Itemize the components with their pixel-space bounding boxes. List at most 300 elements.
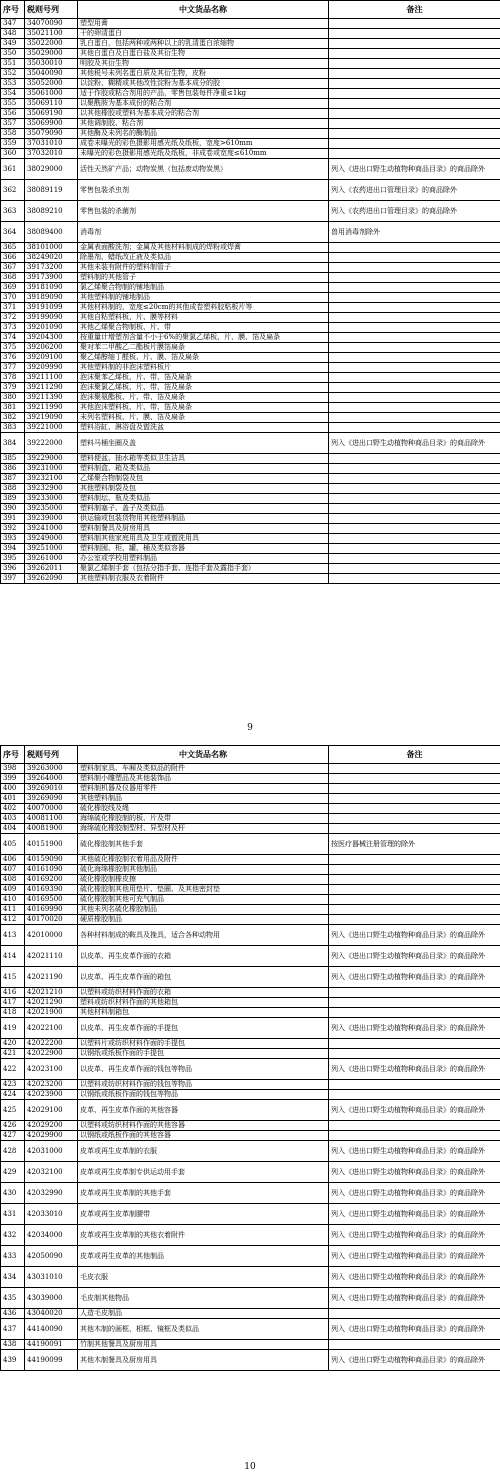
table-row — [1, 814, 500, 824]
table-row — [1, 222, 500, 243]
row-code: 34070090 — [25, 19, 78, 29]
header-seq: 序号 — [1, 746, 25, 764]
row-note — [329, 865, 500, 875]
row-code: 42021290 — [25, 998, 78, 1008]
row-note — [329, 494, 500, 504]
table-header — [1, 1, 500, 19]
row-code: 42029900 — [25, 1131, 78, 1141]
row-note — [329, 1131, 500, 1141]
table-row — [1, 946, 500, 967]
row-note — [329, 403, 500, 413]
row-seq: 367 — [1, 263, 25, 273]
table-row — [1, 1350, 500, 1371]
table-row — [1, 323, 500, 333]
table-row — [1, 1141, 500, 1162]
table-row — [1, 885, 500, 895]
row-note — [329, 764, 500, 774]
row-seq: 435 — [1, 1288, 25, 1309]
row-code: 39232900 — [25, 484, 78, 494]
row-name: 其他税号未列名蛋白质及其衍生物，皮粉 — [78, 69, 329, 79]
row-seq: 359 — [1, 139, 25, 149]
row-note — [329, 804, 500, 814]
row-name: 硫化橡胶制其他用垫片、垫圈、及其他密封垫 — [78, 885, 329, 895]
row-code: 35029000 — [25, 49, 78, 59]
row-code: 39219090 — [25, 413, 78, 423]
row-note: 列入《农药进出口管理目录》的商品除外 — [329, 180, 500, 201]
row-note — [329, 119, 500, 129]
row-name: 以皮革、再生皮革作面的钱包等物品 — [78, 1059, 329, 1080]
row-note — [329, 313, 500, 323]
row-code: 39199090 — [25, 313, 78, 323]
row-code: 38089119 — [25, 180, 78, 201]
row-name: 其他塑料制的铺地制品 — [78, 293, 329, 303]
row-note — [329, 784, 500, 794]
row-code: 39211990 — [25, 403, 78, 413]
row-name: 其他酶及未列名的酶制品 — [78, 129, 329, 139]
row-code: 35021100 — [25, 29, 78, 39]
row-note: 列入《进出口野生动植物种商品目录》的商品除外 — [329, 1267, 500, 1288]
row-name: 海绵硫化橡胶制的板、片及带 — [78, 814, 329, 824]
row-seq: 421 — [1, 1049, 25, 1059]
table-row — [1, 998, 500, 1008]
row-seq: 439 — [1, 1350, 25, 1371]
row-name: 塑料制塞子、盖子及类似品 — [78, 504, 329, 514]
row-code: 42032100 — [25, 1162, 78, 1183]
row-note: 按医疗器械注册管理的除外 — [329, 834, 500, 855]
row-name: 皮革或再生皮革的其他制品 — [78, 1246, 329, 1267]
row-note: 列入《进出口野生动植物种商品目录》的商品除外 — [329, 159, 500, 180]
row-code: 38089210 — [25, 201, 78, 222]
row-code: 39262090 — [25, 574, 78, 584]
row-name: 海绵硫化橡胶制型材、异型材及杆 — [78, 824, 329, 834]
row-name: 除墨剂、蜡纸改正液及类似品 — [78, 253, 329, 263]
row-note: 列入《进出口野生动植物种商品目录》的商品除外 — [329, 1162, 500, 1183]
row-name: 硫化橡胶线及绳 — [78, 804, 329, 814]
row-seq: 365 — [1, 243, 25, 253]
row-note — [329, 363, 500, 373]
row-code: 42050090 — [25, 1246, 78, 1267]
row-note — [329, 464, 500, 474]
row-note — [329, 49, 500, 59]
row-seq: 390 — [1, 504, 25, 514]
row-code: 42022900 — [25, 1049, 78, 1059]
row-seq: 405 — [1, 834, 25, 855]
row-code: 39181090 — [25, 283, 78, 293]
row-seq: 364 — [1, 222, 25, 243]
row-name: 塑料或纺织材料作面的其他箱包 — [78, 998, 329, 1008]
row-name: 其他材料制箱包 — [78, 1008, 329, 1018]
row-name: 零售包装的杀菌剂 — [78, 201, 329, 222]
row-note — [329, 383, 500, 393]
row-note — [329, 303, 500, 313]
page-9 — [0, 0, 500, 584]
row-note — [329, 423, 500, 433]
row-note — [329, 283, 500, 293]
goods-table-top — [0, 0, 500, 584]
row-seq: 402 — [1, 804, 25, 814]
table-row — [1, 313, 500, 323]
row-seq: 424 — [1, 1090, 25, 1100]
row-name: 消毒剂 — [78, 222, 329, 243]
row-name: 泡沫聚苯乙烯板、片、带、箔及扁条 — [78, 373, 329, 383]
row-name: 塑料制家具、车厢及类似品的附件 — [78, 764, 329, 774]
row-code: 42021210 — [25, 988, 78, 998]
row-note — [329, 149, 500, 159]
row-name: 以淀粉、糊精或其他改性淀粉为基本成分的胶 — [78, 79, 329, 89]
table-row — [1, 1008, 500, 1018]
row-name: 泡沫聚氯乙烯板、片、带、箔及扁条 — [78, 383, 329, 393]
table-row — [1, 1018, 500, 1039]
row-seq: 375 — [1, 343, 25, 353]
row-seq: 436 — [1, 1309, 25, 1319]
row-note — [329, 885, 500, 895]
table-row — [1, 794, 500, 804]
row-note — [329, 79, 500, 89]
table-row — [1, 925, 500, 946]
row-seq: 394 — [1, 544, 25, 554]
row-name: 供运输或包装货物用其他塑料制品 — [78, 514, 329, 524]
table-row — [1, 201, 500, 222]
row-seq: 363 — [1, 201, 25, 222]
row-name: 以塑料片或纺织材料作面的手提包 — [78, 1039, 329, 1049]
row-seq: 415 — [1, 967, 25, 988]
row-name: 塑料制小雕塑品及其他装饰品 — [78, 774, 329, 784]
table-row — [1, 243, 500, 253]
row-code: 39251000 — [25, 544, 78, 554]
row-name: 其他自粘塑料板、片、膜等材料 — [78, 313, 329, 323]
row-seq: 422 — [1, 1059, 25, 1080]
row-code: 40170020 — [25, 915, 78, 925]
table-row — [1, 564, 500, 574]
table-row — [1, 159, 500, 180]
table-row — [1, 534, 500, 544]
row-code: 42023100 — [25, 1059, 78, 1080]
row-code: 40081900 — [25, 824, 78, 834]
row-seq: 417 — [1, 998, 25, 1008]
row-code: 39239000 — [25, 514, 78, 524]
row-name: 其他未列名硫化橡胶制品 — [78, 905, 329, 915]
row-seq: 360 — [1, 149, 25, 159]
table-row — [1, 423, 500, 433]
row-seq: 388 — [1, 484, 25, 494]
row-note — [329, 534, 500, 544]
row-code: 40169500 — [25, 895, 78, 905]
table-row — [1, 1121, 500, 1131]
row-name: 各种材料制成的鞍具及挽具，适合各种动物用 — [78, 925, 329, 946]
row-note — [329, 253, 500, 263]
row-note — [329, 875, 500, 885]
row-code: 40159090 — [25, 855, 78, 865]
row-name: 毛皮衣服 — [78, 1267, 329, 1288]
row-seq: 434 — [1, 1267, 25, 1288]
row-code: 40161090 — [25, 865, 78, 875]
row-note: 列入《进出口野生动植物种商品目录》的商品除外 — [329, 1288, 500, 1309]
table-row — [1, 1225, 500, 1246]
table-row — [1, 413, 500, 423]
table-row — [1, 373, 500, 383]
table-row — [1, 109, 500, 119]
row-seq: 412 — [1, 915, 25, 925]
row-note — [329, 484, 500, 494]
row-name: 适于作胶或粘合剂用的产品，零售包装每件净重≤1kg — [78, 89, 329, 99]
table-row — [1, 69, 500, 79]
row-name: 塑料制盒、箱及类似品 — [78, 464, 329, 474]
row-note — [329, 1008, 500, 1018]
row-code: 39249000 — [25, 534, 78, 544]
table-row — [1, 1319, 500, 1340]
row-note — [329, 343, 500, 353]
table-row — [1, 49, 500, 59]
table-row — [1, 303, 500, 313]
row-note: 列入《农药进出口管理目录》的商品除外 — [329, 201, 500, 222]
row-seq: 416 — [1, 988, 25, 998]
table-row — [1, 1049, 500, 1059]
row-code: 39211100 — [25, 373, 78, 383]
table-row — [1, 865, 500, 875]
row-seq: 376 — [1, 353, 25, 363]
row-name: 硬质橡胶制品 — [78, 915, 329, 925]
table-row — [1, 253, 500, 263]
table-row — [1, 333, 500, 343]
row-name: 塑料制囤、柜、罐、桶及类似容器 — [78, 544, 329, 554]
row-seq: 371 — [1, 303, 25, 313]
row-code: 44140090 — [25, 1319, 78, 1340]
row-seq: 414 — [1, 946, 25, 967]
header-note: 备注 — [329, 1, 500, 19]
row-seq: 356 — [1, 109, 25, 119]
row-name: 其他塑料制袋及包 — [78, 484, 329, 494]
row-seq: 429 — [1, 1162, 25, 1183]
row-seq: 384 — [1, 433, 25, 454]
row-note — [329, 129, 500, 139]
row-note: 兽用消毒剂除外 — [329, 222, 500, 243]
row-note: 列入《进出口野生动植物种商品目录》的商品除外 — [329, 1350, 500, 1371]
row-code: 35040090 — [25, 69, 78, 79]
table-row — [1, 393, 500, 403]
row-seq: 366 — [1, 253, 25, 263]
row-seq: 410 — [1, 895, 25, 905]
table-row — [1, 834, 500, 855]
table-row — [1, 524, 500, 534]
table-row — [1, 293, 500, 303]
row-code: 35069900 — [25, 119, 78, 129]
row-note — [329, 323, 500, 333]
row-seq: 418 — [1, 1008, 25, 1018]
row-code: 35069110 — [25, 99, 78, 109]
row-name: 塑料浴缸、淋浴盘及盥洗盆 — [78, 423, 329, 433]
row-note — [329, 554, 500, 564]
row-code: 40169990 — [25, 905, 78, 915]
row-code: 40151900 — [25, 834, 78, 855]
row-seq: 407 — [1, 865, 25, 875]
row-name: 按重量计增塑剂含量不小于6%的聚氯乙烯板、片、膜、箔及扁条 — [78, 333, 329, 343]
row-note: 列入《进出口野生动植物种商品目录》的商品除外 — [329, 1319, 500, 1340]
row-seq: 377 — [1, 363, 25, 373]
table-body — [1, 764, 500, 1371]
header-code: 税则号列 — [25, 746, 78, 764]
row-name: 塑料马桶坐圈及盖 — [78, 433, 329, 454]
row-code: 39263000 — [25, 764, 78, 774]
row-code: 44190091 — [25, 1340, 78, 1350]
row-seq: 413 — [1, 925, 25, 946]
row-name: 干的卵清蛋白 — [78, 29, 329, 39]
table-row — [1, 514, 500, 524]
row-name: 其他塑料制的非泡沫塑料板片 — [78, 363, 329, 373]
row-seq: 350 — [1, 49, 25, 59]
row-note: 列入《进出口野生动植物种商品目录》的商品除外 — [329, 1018, 500, 1039]
row-name: 皮革或再生皮革制的其他衣着附件 — [78, 1225, 329, 1246]
row-name: 聚氯乙烯制手套（包括分指手套、连指手套及露指手套） — [78, 564, 329, 574]
row-name: 以塑料或纺织材料作面的钱包等物品 — [78, 1080, 329, 1090]
row-seq: 385 — [1, 454, 25, 464]
table-row — [1, 1131, 500, 1141]
row-note: 列入《进出口野生动植物种商品目录》的商品除外 — [329, 1246, 500, 1267]
row-name: 皮革或再生皮革制的衣服 — [78, 1141, 329, 1162]
row-seq: 353 — [1, 79, 25, 89]
row-name: 硫化橡胶制其他手套 — [78, 834, 329, 855]
row-seq: 403 — [1, 814, 25, 824]
table-row — [1, 1183, 500, 1204]
row-code: 39261000 — [25, 554, 78, 564]
table-row — [1, 764, 500, 774]
row-seq: 419 — [1, 1018, 25, 1039]
row-code: 35052000 — [25, 79, 78, 89]
row-code: 39221000 — [25, 423, 78, 433]
row-name: 未列名塑料板、片、膜、箔及扁条 — [78, 413, 329, 423]
row-note: 列入《进出口野生动植物种商品目录》的商品除外 — [329, 433, 500, 454]
row-name: 未曝光的彩色摄影用感光纸及纸板，非成卷或宽度≤610mm — [78, 149, 329, 159]
row-name: 乙烯聚合物制袋及包 — [78, 474, 329, 484]
row-code: 39235000 — [25, 504, 78, 514]
row-code: 39189090 — [25, 293, 78, 303]
row-code: 39211290 — [25, 383, 78, 393]
row-note — [329, 59, 500, 69]
header-name: 中文货品名称 — [78, 746, 329, 764]
table-row — [1, 139, 500, 149]
row-note — [329, 89, 500, 99]
table-row — [1, 544, 500, 554]
table-row — [1, 855, 500, 865]
row-seq: 379 — [1, 383, 25, 393]
row-code: 37032010 — [25, 149, 78, 159]
row-note — [329, 824, 500, 834]
row-code: 42029200 — [25, 1121, 78, 1131]
row-name: 活性天然矿产品；动物炭黑（包括废动物炭黑） — [78, 159, 329, 180]
table-row — [1, 554, 500, 564]
table-row — [1, 915, 500, 925]
row-code: 42029100 — [25, 1100, 78, 1121]
row-code: 43039000 — [25, 1288, 78, 1309]
row-name: 其他白蛋白及白蛋白盐及其衍生物 — [78, 49, 329, 59]
row-code: 35079090 — [25, 129, 78, 139]
table-row — [1, 804, 500, 814]
row-seq: 408 — [1, 875, 25, 885]
row-note — [329, 1090, 500, 1100]
row-name: 乳白蛋白，包括两种或两种以上的乳清蛋白浓缩物 — [78, 39, 329, 49]
row-name: 塑料便盆、抽水箱等类似卫生洁具 — [78, 454, 329, 464]
row-seq: 380 — [1, 393, 25, 403]
table-row — [1, 824, 500, 834]
row-note — [329, 1049, 500, 1059]
row-code: 43040020 — [25, 1309, 78, 1319]
row-code: 39269010 — [25, 784, 78, 794]
row-code: 40169200 — [25, 875, 78, 885]
table-row — [1, 119, 500, 129]
row-seq: 355 — [1, 99, 25, 109]
row-note — [329, 504, 500, 514]
row-note — [329, 998, 500, 1008]
row-seq: 378 — [1, 373, 25, 383]
row-code: 39231000 — [25, 464, 78, 474]
row-code: 42023900 — [25, 1090, 78, 1100]
row-name: 硫化海绵橡胶制其他制品 — [78, 865, 329, 875]
row-seq: 393 — [1, 534, 25, 544]
row-name: 皮革或再生皮革制腰带 — [78, 1204, 329, 1225]
row-seq: 354 — [1, 89, 25, 99]
table-row — [1, 484, 500, 494]
table-row — [1, 895, 500, 905]
table-row — [1, 89, 500, 99]
row-seq: 358 — [1, 129, 25, 139]
table-row — [1, 784, 500, 794]
row-code: 39262011 — [25, 564, 78, 574]
row-note — [329, 794, 500, 804]
row-code: 35022000 — [25, 39, 78, 49]
row-name: 皮革或再生皮革制的其他手套 — [78, 1183, 329, 1204]
table-row — [1, 129, 500, 139]
table-row — [1, 180, 500, 201]
row-code: 38089400 — [25, 222, 78, 243]
row-seq: 368 — [1, 273, 25, 283]
row-note — [329, 855, 500, 865]
row-seq: 420 — [1, 1039, 25, 1049]
row-code: 39229000 — [25, 454, 78, 464]
row-seq: 437 — [1, 1319, 25, 1340]
row-name: 硫化橡胶制橡皮擦 — [78, 875, 329, 885]
row-note — [329, 774, 500, 784]
row-code: 39232100 — [25, 474, 78, 484]
row-seq: 370 — [1, 293, 25, 303]
row-note — [329, 263, 500, 273]
row-note — [329, 1121, 500, 1131]
row-seq: 351 — [1, 59, 25, 69]
row-name: 成卷未曝光的彩色摄影用感光纸及纸板，宽度>610mm — [78, 139, 329, 149]
row-note — [329, 544, 500, 554]
row-code: 38029000 — [25, 159, 78, 180]
table-row — [1, 574, 500, 584]
row-name: 其他未装有附件的塑料制管子 — [78, 263, 329, 273]
row-name: 聚乙烯醇缩丁醛板、片、膜、箔及扁条 — [78, 353, 329, 363]
row-name: 其他泡沫塑料板、片、带、箔及扁条 — [78, 403, 329, 413]
row-seq: 404 — [1, 824, 25, 834]
row-code: 39191099 — [25, 303, 78, 313]
table-body — [1, 19, 500, 584]
row-name: 人造毛皮制品 — [78, 1309, 329, 1319]
row-code: 39241000 — [25, 524, 78, 534]
row-seq: 396 — [1, 564, 25, 574]
row-name: 以聚酰胺为基本成份的粘合剂 — [78, 99, 329, 109]
row-name: 明胶及其衍生物 — [78, 59, 329, 69]
row-seq: 347 — [1, 19, 25, 29]
row-name: 以钢纸或纸板作面的手提包 — [78, 1049, 329, 1059]
row-name: 硫化橡胶制其他可充气制品 — [78, 895, 329, 905]
row-name: 聚对苯二甲酸乙二酯板片膜箔扁条 — [78, 343, 329, 353]
row-code: 37031010 — [25, 139, 78, 149]
row-code: 42021110 — [25, 946, 78, 967]
row-seq: 401 — [1, 794, 25, 804]
row-seq: 387 — [1, 474, 25, 484]
row-note — [329, 905, 500, 915]
